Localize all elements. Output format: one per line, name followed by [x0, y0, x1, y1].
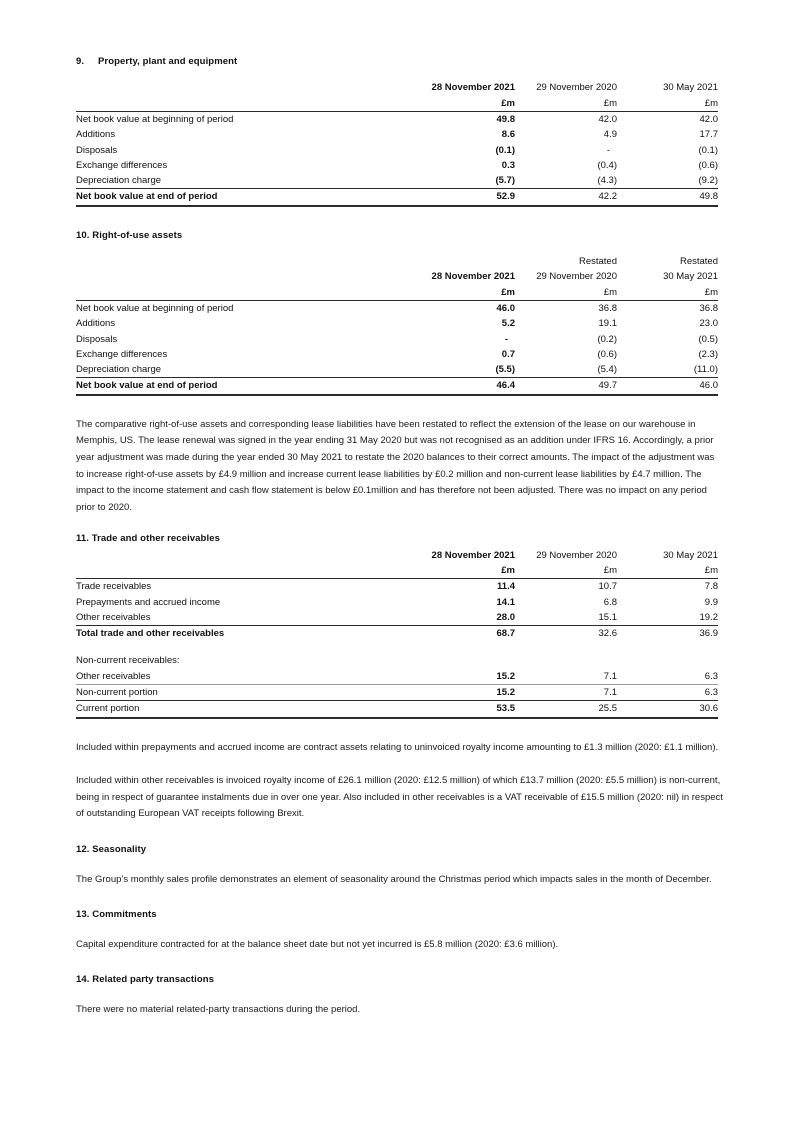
table-row [76, 127, 718, 142]
row-value-col1: 53.5 [379, 701, 515, 718]
header-col3-date: 30 May 2021 [663, 549, 718, 561]
row-value-col1: - [504, 333, 508, 345]
row-value-col3: (0.1) [698, 144, 718, 156]
header-col2-restated: Restated [578, 256, 617, 268]
total-value-col3: 46.0 [617, 378, 718, 395]
row-value-col1: 49.8 [496, 113, 515, 125]
noncurrent-heading-label: Non-current receivables: [76, 655, 180, 667]
header-unit-blank [76, 563, 379, 579]
row-value-col1: (0.1) [495, 144, 515, 156]
row-value-col3: (0.5) [698, 333, 718, 345]
spacer-cell [617, 641, 718, 653]
total-value-col2: 49.7 [515, 378, 617, 395]
note-10-title: Right-of-use assets [92, 229, 183, 241]
table-row [76, 610, 718, 626]
header-col2-unit: £m [515, 563, 617, 579]
noncurrent-heading-row [76, 653, 718, 668]
noncurrent-heading-blank2 [515, 653, 617, 668]
row-value-col2: 7.1 [515, 669, 617, 685]
header-col1-date: 28 November 2021 [431, 549, 515, 561]
row-value-col3: 19.2 [617, 610, 718, 626]
header-col3-restated: Restated [679, 256, 718, 268]
table-total-row [76, 378, 718, 395]
row-value-col3: (11.0) [617, 362, 718, 378]
row-label: Other receivables [76, 610, 379, 626]
spacer-cell [379, 641, 515, 653]
note-11-heading [76, 533, 718, 545]
row-value-col2: 6.8 [603, 596, 617, 608]
header-col2-date: 29 November 2020 [536, 549, 617, 561]
header-col3-unit: £m [617, 563, 718, 579]
row-label: Disposals [76, 333, 118, 345]
header-col2-unit: £m [515, 96, 617, 112]
row-label: Net book value at beginning of period [76, 113, 234, 125]
row-value-col2: (0.4) [597, 159, 617, 171]
row-value-col3: 17.7 [699, 129, 718, 141]
header-col2-date: 29 November 2020 [536, 82, 617, 94]
trade-other-receivables-table [76, 548, 718, 719]
row-value-col3: (0.6) [698, 159, 718, 171]
total-value-col3: 36.9 [699, 628, 718, 640]
row-value-col1: 0.7 [501, 348, 515, 360]
note-10-heading [76, 230, 718, 242]
row-value-col2: 25.5 [515, 701, 617, 718]
header-col1-unit: £m [379, 285, 515, 301]
header-col3-date: 30 May 2021 [663, 82, 718, 94]
header-col1-date: 28 November 2021 [431, 271, 515, 283]
header-unit-blank [76, 285, 379, 301]
table-header-dates [76, 548, 718, 563]
row-value-col1: 14.1 [496, 596, 515, 608]
table-header-units [76, 96, 718, 112]
row-label: Non-current portion [76, 685, 379, 701]
table-row [76, 173, 718, 189]
row-value-col3: 6.3 [617, 685, 718, 701]
total-label: Total trade and other receivables [76, 628, 225, 640]
header-blank [76, 254, 379, 269]
header-col2-unit: £m [515, 285, 617, 301]
right-of-use-assets-table [76, 254, 718, 396]
table-total-row [76, 189, 718, 206]
noncurrent-heading-blank3 [617, 653, 718, 668]
header-col3-unit: £m [617, 285, 718, 301]
row-label: Current portion [76, 701, 379, 718]
row-label: Exchange differences [76, 348, 168, 360]
table-row [76, 143, 718, 158]
total-value-col1: 68.7 [496, 628, 515, 640]
note-11-number: 11. [76, 533, 89, 545]
total-label: Net book value at end of period [76, 378, 379, 395]
seasonality-paragraph: The Group’s monthly sales profile demonstrates an element of seasonality around the Christmas period which impacts sales in the month of December. [76, 874, 712, 886]
table-row [76, 347, 718, 362]
row-value-col1: 15.2 [379, 685, 515, 701]
total-value-col1: 52.9 [379, 189, 515, 206]
row-label: Other receivables [76, 669, 379, 685]
row-value-col3: 6.3 [617, 669, 718, 685]
table-row [76, 579, 718, 595]
note-14-heading [76, 974, 718, 986]
row-label: Depreciation charge [76, 362, 379, 378]
note-14-title: Related party transactions [92, 973, 215, 985]
total-value-col1: 46.4 [379, 378, 515, 395]
prepayments-paragraph: Included within prepayments and accrued income are contract assets relating to uninvoiced royalty income amounting to £1.3 million (2020: £1.1 million). [76, 741, 719, 753]
row-value-col1: 46.0 [496, 302, 515, 314]
row-value-col1: 5.2 [501, 318, 515, 330]
header-col3-unit: £m [617, 96, 718, 112]
table-total-row [76, 626, 718, 642]
row-value-col2: (5.4) [515, 362, 617, 378]
row-value-col1: (5.7) [379, 173, 515, 189]
row-value-col2: (0.2) [597, 333, 617, 345]
header-blank [76, 80, 379, 95]
row-value-col2: 19.1 [598, 318, 617, 330]
row-value-col2: 42.0 [598, 113, 617, 125]
header-col1-date: 28 November 2021 [431, 82, 515, 94]
row-label: Prepayments and accrued income [76, 596, 221, 608]
header-unit-blank [76, 96, 379, 112]
table-header-dates [76, 269, 718, 284]
row-value-col2: 15.1 [515, 610, 617, 626]
related-party-paragraph: There were no material related-party transactions during the period. [76, 1004, 361, 1016]
note-11-title: Trade and other receivables [91, 533, 220, 545]
row-value-col1: (5.5) [379, 362, 515, 378]
note-9-heading [76, 56, 718, 68]
row-value-col1: 0.3 [501, 159, 515, 171]
row-value-col2: 7.1 [515, 685, 617, 701]
row-value-col2: (0.6) [597, 348, 617, 360]
row-value-col2: 10.7 [598, 581, 617, 593]
table-row [76, 595, 718, 610]
row-value-col2: 4.9 [603, 129, 617, 141]
row-value-col3: (9.2) [617, 173, 718, 189]
total-value-col3: 49.8 [617, 189, 718, 206]
header-col1-unit: £m [379, 96, 515, 112]
commitments-paragraph: Capital expenditure contracted for at the balance sheet date but not yet incurred is £5.8 million (2020: £3.6 million). [76, 939, 559, 951]
table-row [76, 300, 718, 316]
row-label: Additions [76, 129, 116, 141]
row-label: Depreciation charge [76, 173, 379, 189]
table-header-units [76, 563, 718, 579]
row-value-col2: (4.3) [515, 173, 617, 189]
note-14-number: 14. [76, 973, 90, 985]
row-value-col2: - [606, 144, 610, 156]
header-blank [76, 269, 379, 284]
row-label: Additions [76, 318, 116, 330]
row-label: Net book value at beginning of period [76, 302, 234, 314]
spacer-cell [515, 641, 617, 653]
row-label: Disposals [76, 144, 118, 156]
note-13-title: Commitments [92, 908, 157, 920]
header-col3-date: 30 May 2021 [663, 271, 718, 283]
header-col1-restated-blank [379, 254, 515, 269]
row-value-col3: 30.6 [617, 701, 718, 718]
total-value-col2: 42.2 [515, 189, 617, 206]
table-header-dates [76, 80, 718, 95]
note-12-heading [76, 844, 718, 856]
row-value-col3: (2.3) [698, 348, 718, 360]
note-9-title: Property, plant and equipment [98, 56, 238, 67]
note-9-number: 9. [76, 56, 85, 67]
row-value-col2: 36.8 [598, 302, 617, 314]
total-value-col2: 32.6 [598, 628, 617, 640]
row-value-col1: 15.2 [379, 669, 515, 685]
header-col1-unit: £m [379, 563, 515, 579]
note-12-title: Seasonality [92, 843, 147, 855]
row-label: Trade receivables [76, 581, 152, 593]
header-col2-date: 29 November 2020 [536, 271, 617, 283]
row-value-col1: 11.4 [497, 581, 515, 593]
row-value-col3: 23.0 [699, 318, 718, 330]
spacer-cell [76, 641, 379, 653]
row-label: Exchange differences [76, 159, 168, 171]
noncurrent-portion-row [76, 685, 718, 701]
table-spacer-row [76, 641, 718, 653]
table-row [76, 332, 718, 347]
table-row [76, 111, 718, 127]
row-value-col3: 7.8 [704, 581, 718, 593]
noncurrent-heading-blank1 [379, 653, 515, 668]
property-plant-equipment-table [76, 80, 718, 206]
table-row [76, 362, 718, 378]
row-value-col3: 9.9 [704, 596, 718, 608]
table-row [76, 158, 718, 173]
other-receivables-paragraph: Included within other receivables is invoiced royalty income of £26.1 million (2020: £12.5 million) of which £13.7 million (2020: £5.5 million) is non-current, being in respect of guarantee instalments due in over one year. Also included in other receivables is a VAT receivable of £15.5 million (2020: nil) in respect of outstanding European VAT receipts following Brexit. [76, 775, 723, 820]
note-12-number: 12. [76, 843, 90, 855]
row-value-col3: 42.0 [699, 113, 718, 125]
note-10-number: 10. [76, 229, 90, 241]
table-row [76, 316, 718, 331]
table-header-units [76, 285, 718, 301]
row-value-col1: 8.6 [501, 129, 515, 141]
total-label: Net book value at end of period [76, 189, 379, 206]
table-row [76, 669, 718, 685]
row-value-col1: 28.0 [379, 610, 515, 626]
right-of-use-restatement-paragraph: The comparative right-of-use assets and corresponding lease liabilities have been restated to reflect the extension of the lease on our warehouse in Memphis, US. The lease renewal was signed in the year ending 31 May 2020 but was not recognised as an addition under IFRS 16. Accordingly, a prior year adjustment was made during the year ended 30 May 2021 to restate the 2020 balances to their correct amounts. The impact of the adjustment was to increase right-of-use assets by £4.9 million and increase current lease liabilities by £0.2 million and non-current lease liabilities by £4.7 million. The impact to the income statement and cash flow statement is below £0.1million and has therefore not been adjusted. There was no impact on any period prior to 2020. [76, 418, 715, 513]
current-portion-row [76, 701, 718, 718]
note-13-heading [76, 909, 718, 921]
row-value-col3: 36.8 [699, 302, 718, 314]
note-13-number: 13. [76, 908, 90, 920]
header-blank [76, 548, 379, 563]
table-header-restated [76, 254, 718, 269]
